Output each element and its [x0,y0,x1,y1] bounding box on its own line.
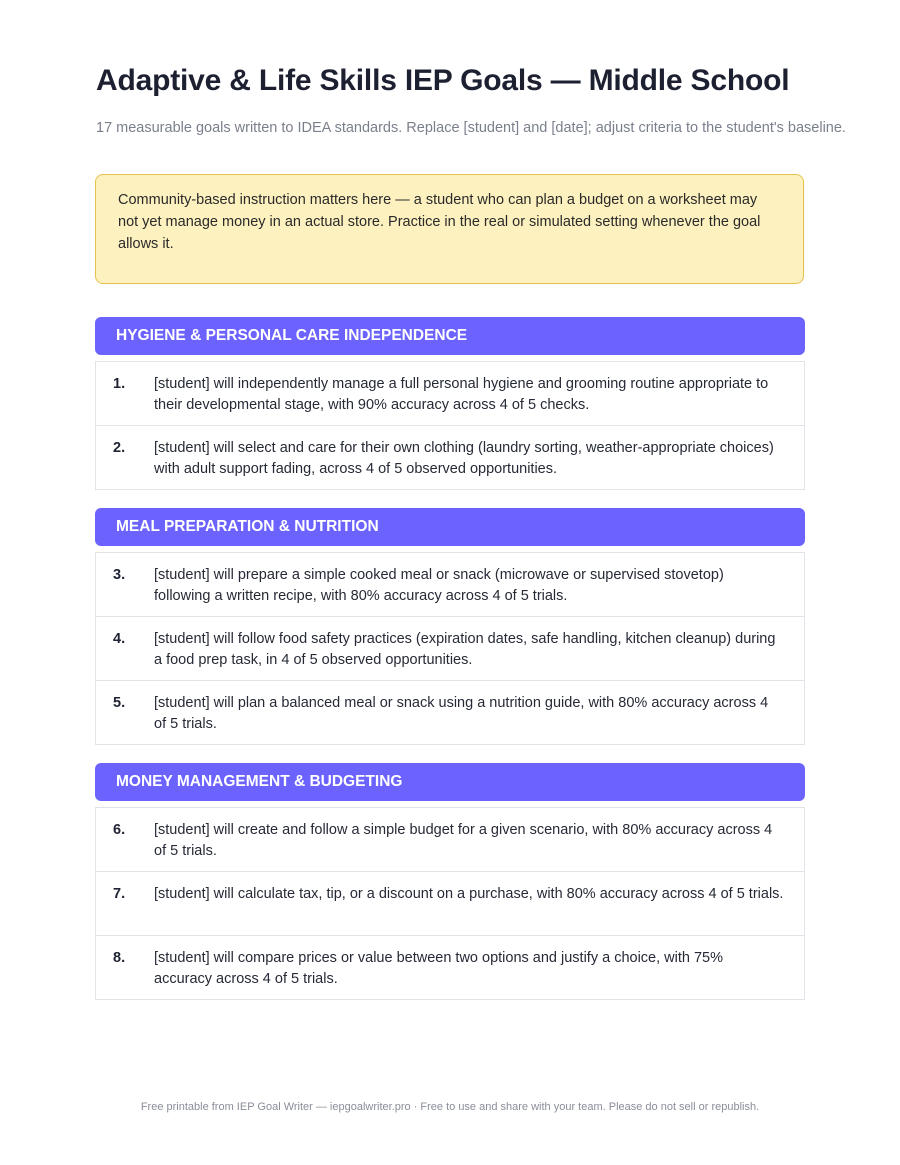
goal-text: [student] will create and follow a simple budget for a given scenario, with 80% accuracy across 4 of 5 trials. [154,822,773,859]
section-money-management [95,763,805,1000]
goal-list [95,807,805,1000]
section-heading: HYGIENE & PERSONAL CARE INDEPENDENCE [95,317,805,355]
section-heading: MEAL PREPARATION & NUTRITION [95,508,805,546]
goal-text: [student] will prepare a simple cooked meal or snack (microwave or supervised stovetop) following a written recipe, with 80% accuracy across 4 of 5 trials. [154,567,724,604]
goal-text: [student] will select and care for their own clothing (laundry sorting, weather-appropriate choices) with adult support fading, across 4 of 5 observed opportunities. [154,440,774,477]
section-hygiene [95,317,805,490]
goal-text: [student] will independently manage a full personal hygiene and grooming routine appropriate to their developmental stage, with 90% accuracy across 4 of 5 checks. [154,376,769,413]
goal-list [95,361,805,490]
goal-text: [student] will compare prices or value between two options and justify a choice, with 75% accuracy across 4 of 5 trials. [154,950,724,987]
goal-number: 5. [113,695,126,711]
goal-text: [student] will calculate tax, tip, or a discount on a purchase, with 80% accuracy across 4 of 5 trials. [154,886,784,902]
goal-number: 3. [113,567,126,583]
goal-item [95,808,805,872]
section-meal-prep [95,508,805,745]
section-heading: MONEY MANAGEMENT & BUDGETING [95,763,805,801]
goal-list [95,552,805,745]
goal-item [95,936,805,1000]
goal-item [95,553,805,617]
page-title: Adaptive & Life Skills IEP Goals — Middle School [96,64,790,97]
goal-number: 1. [113,376,126,392]
goal-item [95,362,805,426]
goal-text: [student] will plan a balanced meal or snack using a nutrition guide, with 80% accuracy across 4 of 5 trials. [154,695,769,732]
goal-text: [student] will follow food safety practices (expiration dates, safe handling, kitchen cleanup) during a food prep task, in 4 of 5 observed opportunities. [154,631,776,668]
goal-item [95,426,805,490]
goal-item [95,872,805,936]
goal-item [95,617,805,681]
goal-number: 7. [113,886,126,902]
goal-number: 6. [113,822,126,838]
page-footer: Free printable from IEP Goal Writer — iepgoalwriter.pro · Free to use and share with your team. Please do not sell or republish. [140,1101,760,1113]
goal-item [95,681,805,745]
page-subtitle: 17 measurable goals written to IDEA standards. Replace [student] and [date]; adjust criteria to the student's baseline. [96,120,846,136]
goal-number: 2. [113,440,126,456]
instruction-callout: Community-based instruction matters here — a student who can plan a budget on a worksheet may not yet manage money in an actual store. Practice in the real or simulated setting whenever the goal allows it. [95,174,804,284]
goal-number: 4. [113,631,126,647]
goal-number: 8. [113,950,126,966]
